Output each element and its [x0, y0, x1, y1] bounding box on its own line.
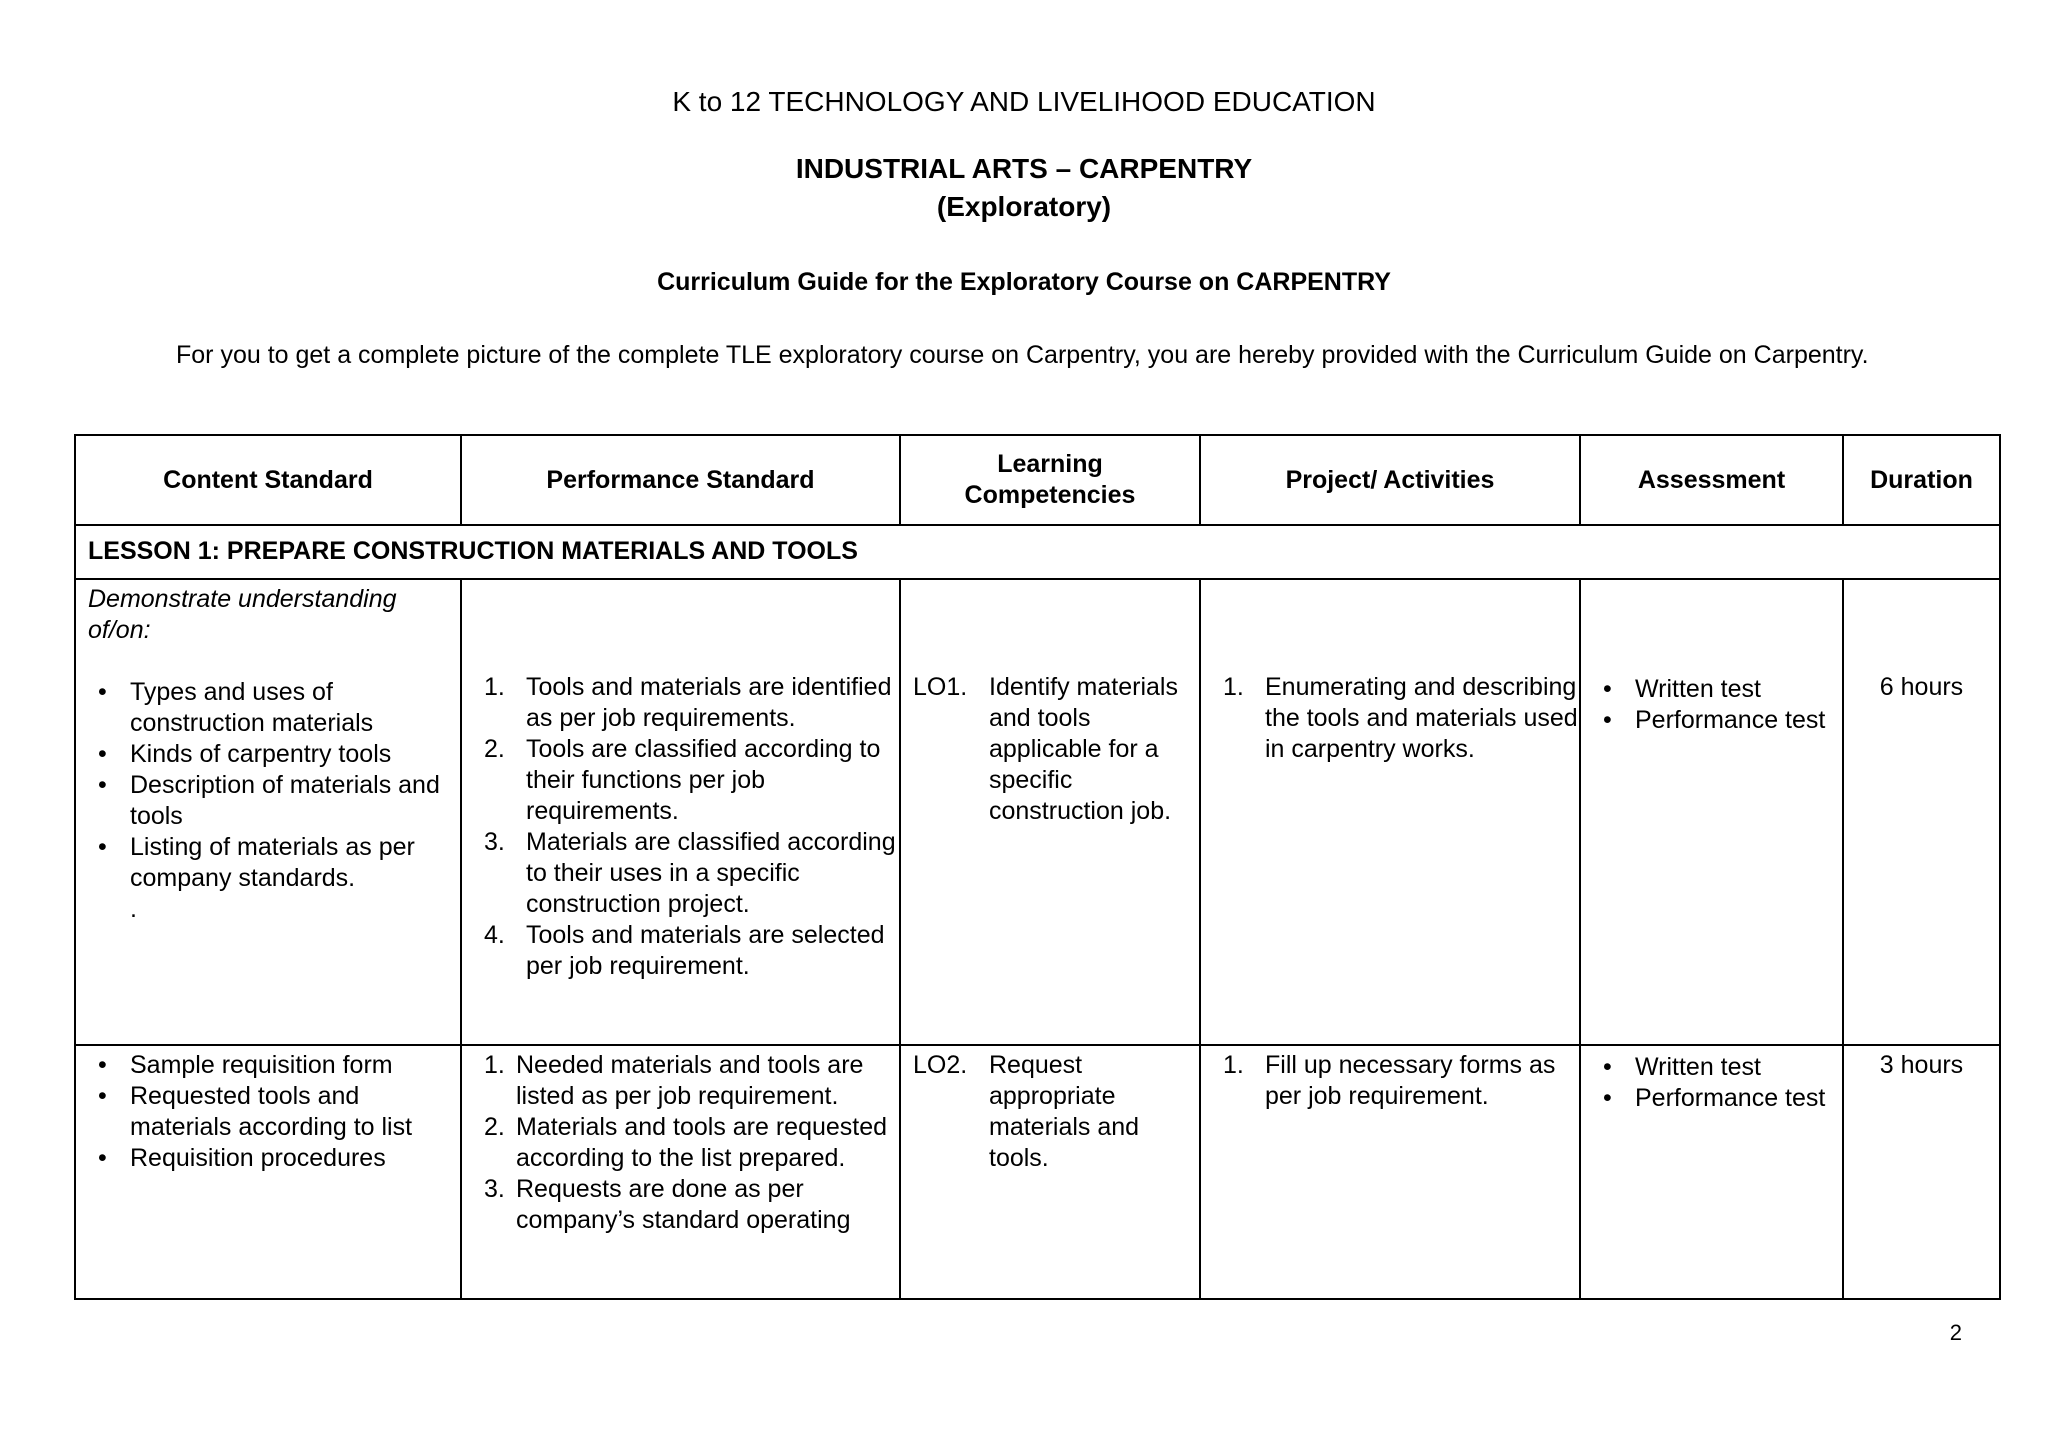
curriculum-table: [74, 434, 2001, 1300]
header-project-activities: Project/ Activities: [1200, 435, 1580, 525]
list-item: 1. Enumerating and describing the tools and materials used in carpentry works.: [1223, 673, 1578, 763]
content-standard-cell: [75, 579, 461, 1045]
list-item: 1. Needed materials and tools are listed as per job requirement.: [484, 1051, 864, 1110]
learning-outcome: [901, 1050, 1199, 1174]
learning-outcome: [901, 672, 1199, 827]
performance-list: [462, 672, 899, 982]
duration-cell: [1843, 1045, 2000, 1299]
assessment-list: [1581, 674, 1842, 736]
list-item: • Types and uses of construction materials: [76, 677, 460, 739]
table-row: [75, 1045, 2000, 1299]
list-item: 2. Materials and tools are requested according to the list prepared.: [484, 1113, 888, 1172]
list-item: • Requisition procedures: [76, 1143, 460, 1174]
list-item: • Performance test: [1581, 1083, 1842, 1114]
table-row: [75, 579, 2000, 1045]
content-trailing-dot: .: [130, 895, 137, 923]
duration-value: 6 hours: [1879, 673, 1964, 701]
guide-title: Curriculum Guide for the Exploratory Course on CARPENTRY: [657, 268, 1391, 296]
course-title-line: INDUSTRIAL ARTS – CARPENTRY: [795, 153, 1253, 184]
content-intro: Demonstrate understanding of/on:: [88, 585, 397, 644]
project-activities-cell: [1200, 1045, 1580, 1299]
lesson-row: [75, 525, 2000, 579]
content-list: [76, 677, 460, 894]
performance-standard-cell: [461, 1045, 900, 1299]
list-item: 1. Tools and materials are identified as per job requirements.: [484, 673, 892, 732]
assessment-cell: [1580, 1045, 1843, 1299]
project-list: [1201, 1050, 1579, 1112]
content-list: [76, 1050, 460, 1174]
page-number: 2: [1949, 1320, 1962, 1345]
list-item: 2. Tools are classified according to their functions per job requirements.: [484, 735, 881, 825]
course-subtitle: (Exploratory): [936, 191, 1112, 222]
list-item: 3. Requests are done as per company’s standard operating: [484, 1175, 851, 1234]
header-content-standard: Content Standard: [75, 435, 461, 525]
intro-paragraph: For you to get a complete picture of the complete TLE exploratory course on Carpentry, you are hereby provided with the Curriculum Guide on Carpentry.: [176, 341, 1869, 369]
lo-number: LO2.: [913, 1051, 968, 1079]
list-item: 4. Tools and materials are selected per job requirement.: [484, 921, 885, 980]
list-item: • Listing of materials as per company standards.: [76, 832, 460, 894]
table-header-row: [75, 435, 2000, 525]
list-item: • Description of materials and tools: [76, 770, 460, 832]
learning-competency-cell: [900, 579, 1200, 1045]
list-item: • Written test: [1581, 1052, 1842, 1083]
lo-text: Request appropriate materials and tools.: [989, 1051, 1140, 1172]
list-item: • Sample requisition form: [76, 1050, 460, 1081]
header-performance-standard: Performance Standard: [461, 435, 900, 525]
course-title: [0, 150, 2048, 226]
list-item: • Written test: [1581, 674, 1842, 705]
list-item: • Performance test: [1581, 705, 1842, 736]
list-item: 1. Fill up necessary forms as per job requirement.: [1223, 1051, 1556, 1110]
header-duration: Duration: [1843, 435, 2000, 525]
content-standard-cell: [75, 1045, 461, 1299]
project-list: [1201, 672, 1579, 765]
header-learning-line2: Competencies: [964, 481, 1136, 509]
learning-competency-cell: [900, 1045, 1200, 1299]
duration-cell: [1843, 579, 2000, 1045]
lo-number: LO1.: [913, 673, 968, 701]
duration-value: 3 hours: [1879, 1051, 1964, 1079]
list-item: • Requested tools and materials according to list: [76, 1081, 460, 1143]
document-heading: K to 12 TECHNOLOGY AND LIVELIHOOD EDUCATION: [672, 86, 1376, 117]
performance-standard-cell: [461, 579, 900, 1045]
performance-list: [462, 1050, 899, 1236]
lo-text: Identify materials and tools applicable for a specific construction job.: [989, 673, 1178, 825]
header-assessment: Assessment: [1580, 435, 1843, 525]
lesson-title: LESSON 1: PREPARE CONSTRUCTION MATERIALS AND TOOLS: [75, 525, 2000, 579]
list-item: • Kinds of carpentry tools: [76, 739, 460, 770]
header-learning-line1: Learning: [997, 450, 1103, 478]
header-learning-competencies: [900, 435, 1200, 525]
project-activities-cell: [1200, 579, 1580, 1045]
assessment-cell: [1580, 579, 1843, 1045]
assessment-list: [1581, 1052, 1842, 1114]
list-item: 3. Materials are classified according to their uses in a specific construction project.: [484, 828, 896, 918]
